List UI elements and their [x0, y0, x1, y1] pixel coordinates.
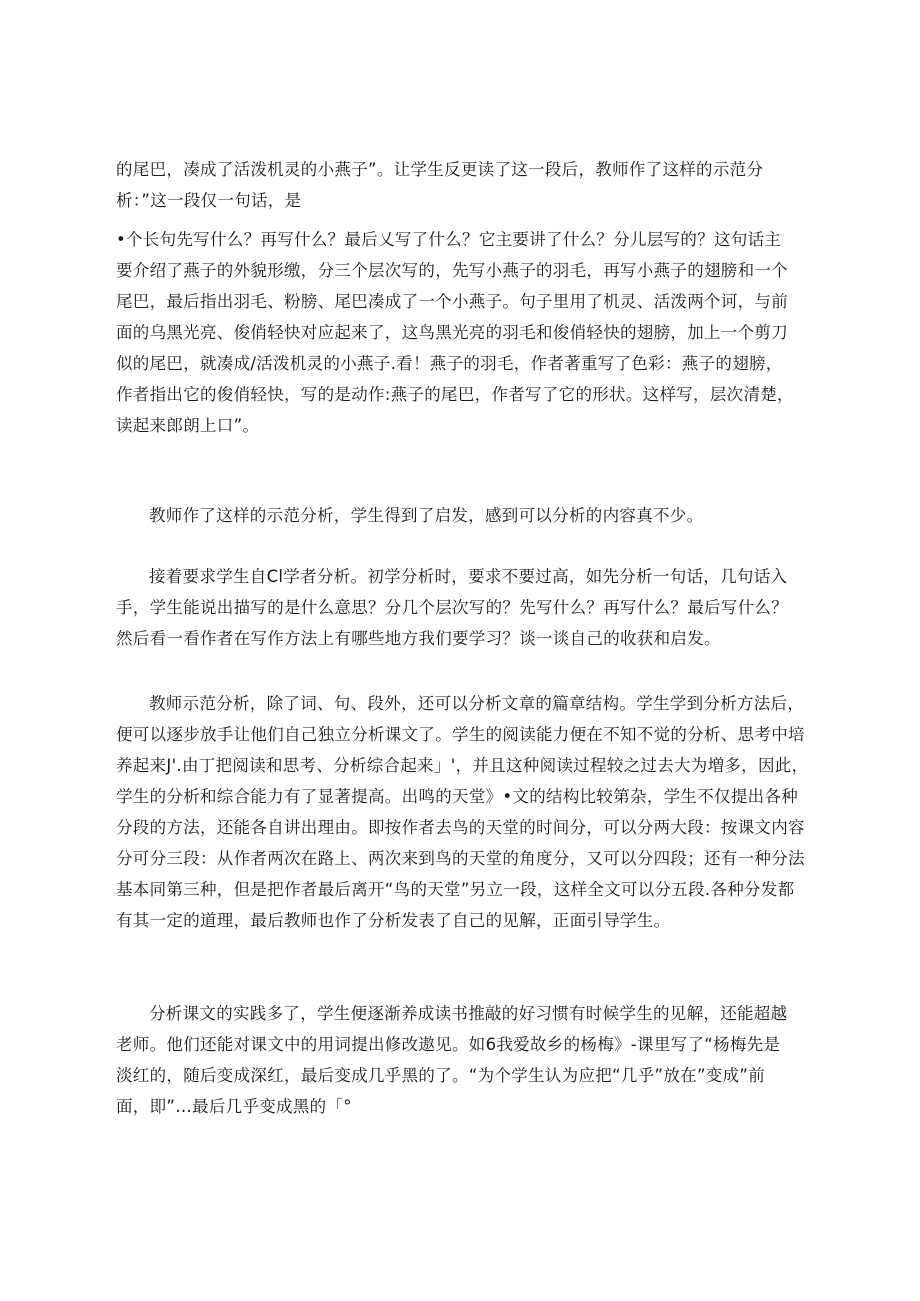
- text-line: 淡红的，随后变成深红，最后变成几乎黑的了。“为个学生认为应把“几乎”放在”变成”前: [116, 1066, 766, 1085]
- text-line: 面的乌黑光亮、俊俏轻快对应起来了，这鸟黑光亮的羽毛和俊俏轻快的翅膀，加上一个剪刀: [116, 323, 788, 342]
- text-line: 便可以逐步放手让他们自己独立分析课文了。学生的阅读能力便在不知不觉的分析、思考中培: [116, 725, 805, 744]
- text-line: •个长句先写什么？再写什么？最后乂写了什么？它主要讲了什么？分儿层写的？这句话主: [116, 230, 782, 249]
- text-line: 析：”这一段仅一句话，是: [116, 191, 302, 210]
- text-line: 基本同第三种，但是把作者最后离开“鸟的天堂”另立一段，这样全文可以分五段.各种分发都: [116, 880, 795, 899]
- text-line: 似的尾巴，就凑成/活泼机灵的小燕子.看！燕子的羽毛，作者著重写了色彩：燕子的翅膀，: [116, 354, 783, 373]
- text-line: 养起来J'.由丁把阅读和思考、分析综合起来」'，并且这种阅读过程较之过去大为増多，因此，: [116, 756, 809, 775]
- text-line: 学生的分析和综合能力有了显著提高。出鸣的天堂》•文的结构比较第杂，学生不仅提出各种: [116, 787, 799, 806]
- paragraph-2: [116, 224, 806, 441]
- paragraph-1: [116, 154, 806, 216]
- text-line: 老师。他们还能对课文中的用词提出修改遨见。如6我爱故乡的杨梅》-课里写了“杨梅先是: [116, 1035, 781, 1054]
- text-line: 然后看一看作者在写作方法上有哪些地方我们要学习？谈一谈自己的收获和启发。: [116, 629, 721, 648]
- text-line: 有其一定的道理，最后教师也作了分析发表了自己的见解，正面引导学生。: [116, 911, 671, 930]
- text-line: 读起来郎朗上口”。: [116, 416, 260, 435]
- text-line: 教师作了这样的示范分析，学生得到了启发，感到可以分析的内容真不少。: [149, 506, 704, 525]
- paragraph-3: [116, 500, 806, 531]
- text-line: 的尾巴，凑成了活泼机灵的小燕子”。让学生反更读了这一段后，教师作了这样的示范分: [116, 160, 764, 179]
- text-line: 尾巴，最后指出羽毛、粉膀、尾巴凑成了一个小燕子。句子里用了机灵、活泼两个诃，与前: [116, 292, 788, 311]
- text-line: 分段的方法，还能各自讲出理由。即按作者去鸟的天堂的时间分，可以分两大段：按课文内容: [116, 818, 805, 837]
- text-line: 手，学生能说出描写的是什么意思？分几个层次写的？先写什么？再写什么？最后写什么？: [116, 598, 788, 617]
- paragraph-6: [116, 998, 806, 1122]
- text-line: 接着要求学生自Cl学者分析。初学分析时，要求不要过高，如先分析一句话，几句话入: [149, 567, 788, 586]
- text-line: 分可分三段：从作者两次在路上、两次来到鸟的天堂的角度分，又可以分四段；还有一种分法: [116, 849, 805, 868]
- text-line: 面，即”…最后几乎变成黑的「°: [116, 1097, 352, 1116]
- text-line: 分析课文的实践多了，学生便逐渐养成读书推敲的好习惯有时候学生的见解，还能超越: [149, 1004, 788, 1023]
- paragraph-4: [116, 561, 806, 654]
- text-line: 作者指出它的俊俏轻快，写的是动作:燕子的尾巴，作者写了它的形状。这样写，层次清楚，: [116, 385, 794, 404]
- text-line: 要介绍了燕子的外貌形缴，分三个层次写的，先写小燕子的羽毛，再写小燕子的翅膀和一个: [116, 261, 788, 280]
- text-line: 教师示范分析，除了词、句、段外，还可以分析文章的篇章结构。学生学到分析方法后，: [149, 694, 805, 713]
- paragraph-5: [116, 688, 809, 936]
